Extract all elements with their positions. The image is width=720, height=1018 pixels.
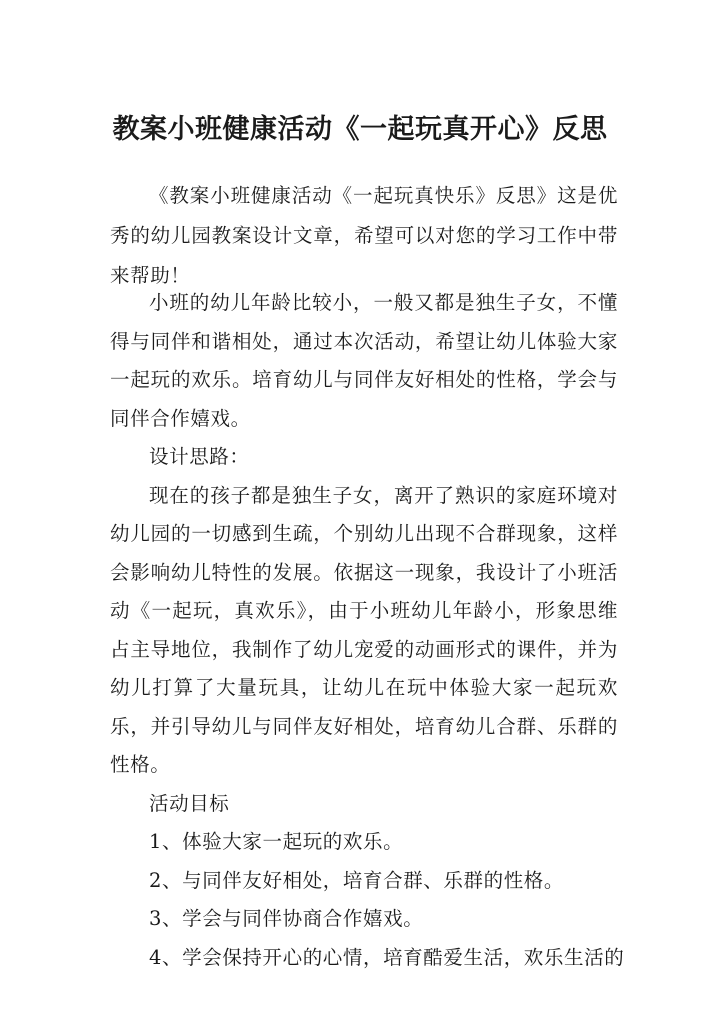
document-title: 教案小班健康活动《一起玩真开心》反思 bbox=[112, 114, 608, 145]
intro-block bbox=[110, 176, 618, 296]
goal-item-4: 4、学会保持开心的心情，培育酷爱生活，欢乐生活的 bbox=[149, 945, 625, 969]
goal-item-2: 2、与同伴友好相处，培育合群、乐群的性格。 bbox=[149, 868, 565, 892]
goal-item-3: 3、学会与同伴协商合作嬉戏。 bbox=[149, 907, 424, 930]
intro-paragraph: 《教案小班健康活动《一起玩真快乐》反思》这是优秀的幼儿园教案设计文章，希望可以对您的学习工作中带来帮助！ bbox=[110, 184, 618, 287]
paragraph-background: 小班的幼儿年龄比较小，一般又都是独生子女，不懂得与同伴和谐相处，通过本次活动，希望让幼儿体验大家一起玩的欢乐。培育幼儿与同伴友好相处的性格，学会与同伴合作嬉戏。 bbox=[110, 291, 618, 430]
goal-item-1: 1、体验大家一起玩的欢乐。 bbox=[149, 830, 404, 853]
heading-design-idea: 设计思路： bbox=[149, 445, 250, 468]
paragraph-design-idea: 现在的孩子都是独生子女，离开了熟识的家庭环境对幼儿园的一切感到生疏，个别幼儿出现不合群现象，这样会影响幼儿特性的发展。依据这一现象，我设计了小班活动《一起玩，真欢乐》，由于小班幼儿年龄小，形象思维占主导地位，我制作了幼儿宠爱的动画形式的课件，并为幼儿打算了大量玩具，让幼儿在玩中体验大家一起玩欢乐，并引导幼儿与同伴友好相处，培育幼儿合群、乐群的性格。 bbox=[110, 483, 618, 776]
heading-activity-goals: 活动目标 bbox=[149, 791, 230, 815]
main-content bbox=[110, 284, 625, 977]
